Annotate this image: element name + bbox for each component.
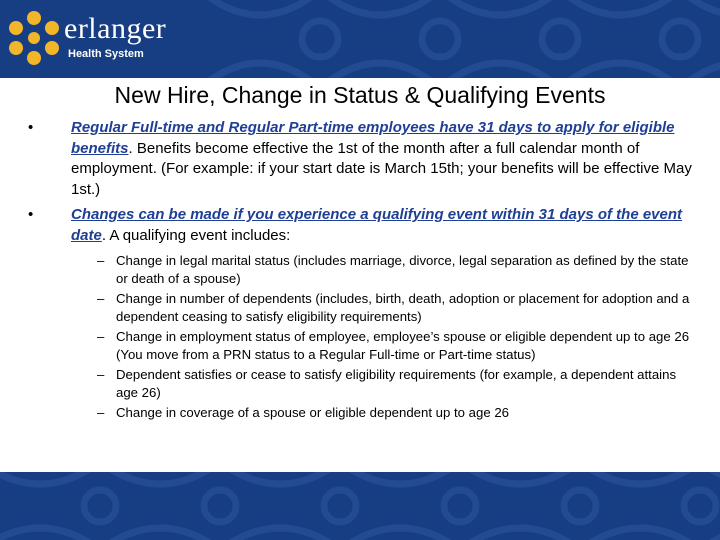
erlanger-logo [8,10,198,66]
dash-marker: – [97,329,105,344]
slide-content [28,118,698,422]
bullet-marker: • [28,119,34,136]
list-item [97,290,698,326]
list-item [97,404,698,422]
qualifying-event-detail: . A qualifying event includes: [101,226,291,244]
list-item-text: Dependent satisfies or cease to satisfy eligibility requirements (for example, a dependent attains age 26) [116,367,677,400]
list-item-text: Change in legal marital status (includes marriage, divorce, legal separation as defined by the state or death of a spouse) [116,253,689,286]
brand-name: erlanger [64,12,167,45]
qualifying-event-link[interactable]: Changes can be made if you experience a qualifying event within 31 days of the event date [71,206,683,244]
list-item-text: Change in number of dependents (includes, birth, death, adoption or placement for adoption and a dependent ceasing to satisfy eligibility requirements) [116,291,690,324]
list-item [97,328,698,364]
new-hire-detail: . Benefits become effective the 1st of the month after a full calendar month of employment. (For example: if your start date is March 15th; your benefits will be effective May 1st.) [71,139,692,198]
list-item [97,252,698,288]
page-title: New Hire, Change in Status & Qualifying Events [114,82,606,108]
erlanger-emblem-icon [8,10,60,66]
brand-subtitle: Health System [68,48,144,60]
dash-marker: – [97,253,105,268]
header-band [0,0,720,78]
list-item-text: Change in employment status of employee, employee’s spouse or eligible dependent up to age 26 (You move from a PRN status to a Regular Full-time or Part-time status) [116,329,690,362]
list-item [97,366,698,402]
footer-band [0,472,720,540]
list-item-text: Change in coverage of a spouse or eligible dependent up to age 26 [116,405,509,420]
lattice-pattern-decoration [0,472,720,540]
dash-marker: – [97,405,105,420]
dash-marker: – [97,291,105,306]
bullet-marker: • [28,206,34,223]
bullet-qualifying-event [28,205,698,246]
qualifying-events-list [97,252,698,422]
dash-marker: – [97,367,105,382]
bullet-new-hire [28,118,698,200]
new-hire-link[interactable]: Regular Full-time and Regular Part-time employees have 31 days to apply for eligible benefits [71,119,675,157]
